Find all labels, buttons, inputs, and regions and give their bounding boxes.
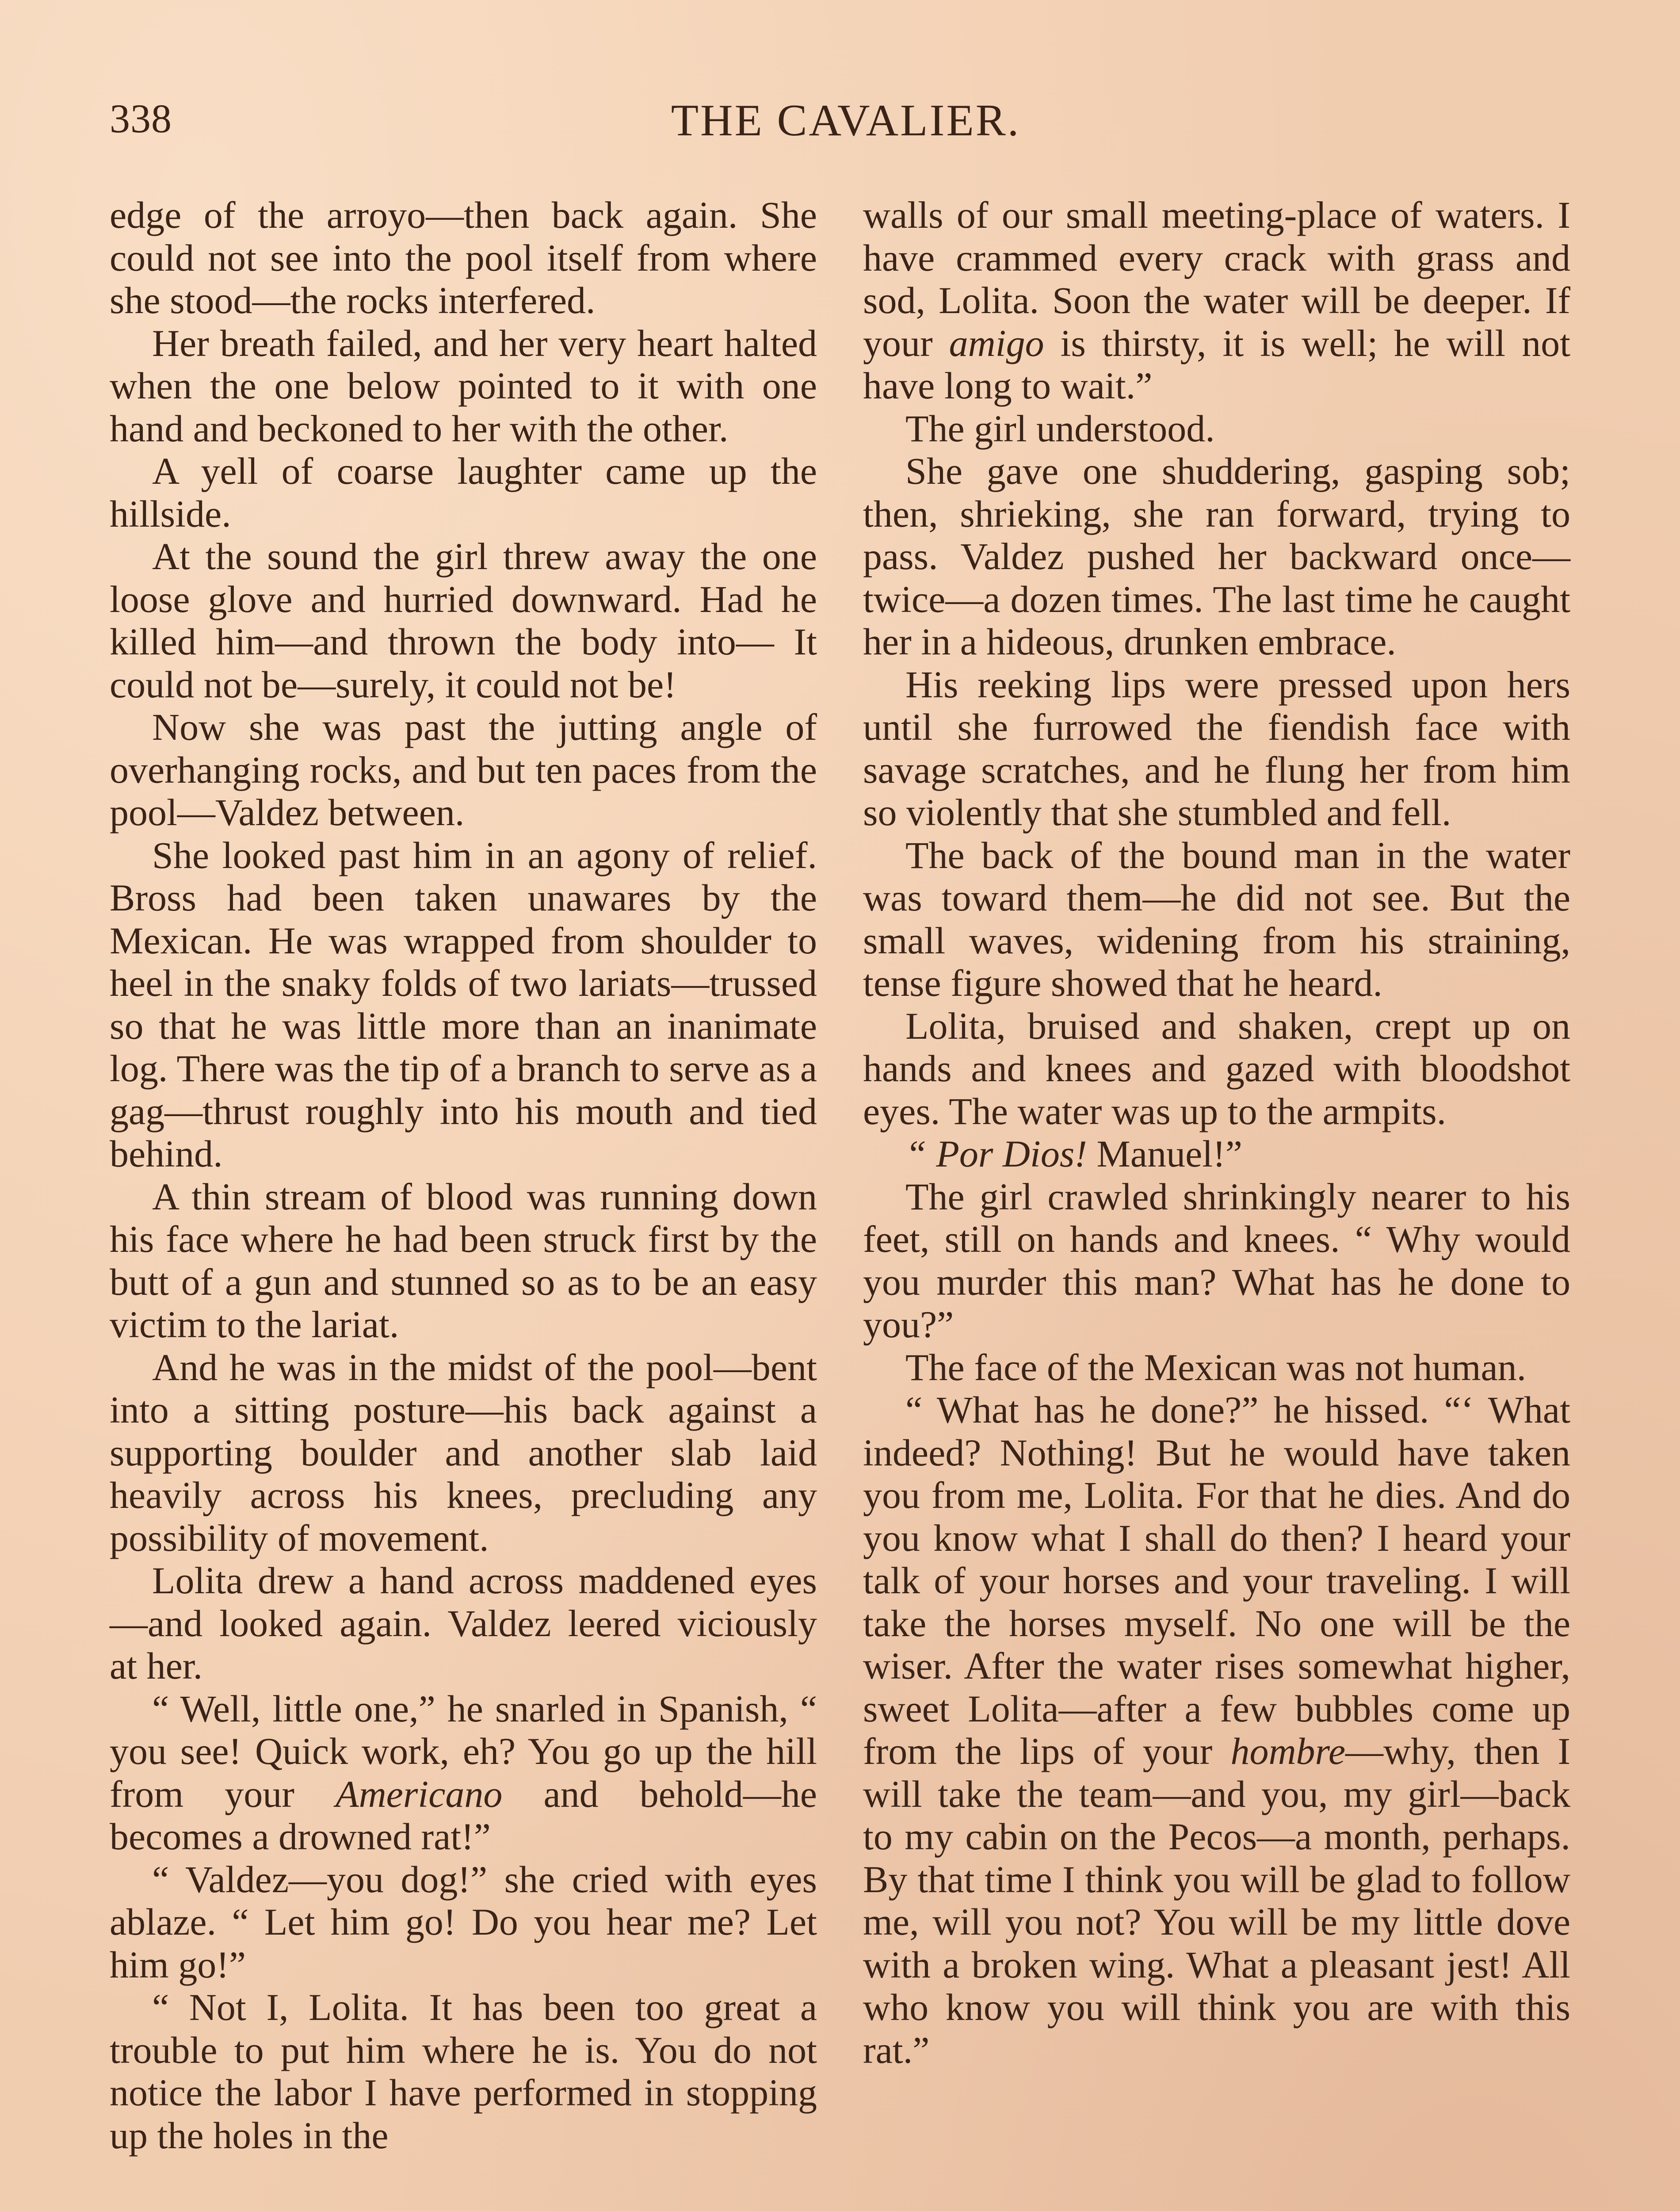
- paragraph: [863, 1132, 1570, 1175]
- paragraph: A yell of coarse laughter came up the hillside.: [110, 450, 817, 535]
- text-run: “ Well, little one,” he snarled in Spanish, “ you see! Quick work, eh? You go up the hill from your: [110, 1687, 817, 1815]
- paragraph: The girl crawled shrinkingly nearer to his feet, still on hands and knees. “ Why would you murder this man? What has he done to you?”: [863, 1175, 1570, 1346]
- page-header: [110, 98, 1582, 164]
- paragraph: The back of the bound man in the water was toward them—he did not see. But the small waves, widening from his straining, tense figure showed that he heard.: [863, 834, 1570, 1004]
- left-column: [110, 194, 817, 2157]
- paragraph: “ Not I, Lolita. It has been too great a trouble to put him where he is. You do not notice the labor I have performed in stopping up the holes in the: [110, 1986, 817, 2157]
- paragraph: Now she was past the jutting angle of overhanging rocks, and but ten paces from the pool—Valdez between.: [110, 706, 817, 834]
- text-run: walls of our small meeting-place of waters. I have crammed every crack with grass and sod, Lolita. Soon the water will be deeper. If your: [863, 194, 1570, 364]
- paragraph: [863, 1389, 1570, 2071]
- paragraph: She gave one shuddering, gasping sob; then, shrieking, she ran forward, trying to pass. Valdez pushed her backward once—twice—a dozen times. The last time he caught her in a hideous, drunken embrace.: [863, 450, 1570, 663]
- paragraph: His reeking lips were pressed upon hers until she furrowed the fiendish face with savage scratches, and he flung her from him so violently that she stumbled and fell.: [863, 663, 1570, 834]
- text-run: —why, then I will take the team—and you, my girl—back to my cabin on the Pecos—a month, perhaps. By that time I think you will be glad to follow me, will you not? You will be my little dove with a broken wing. What a pleasant jest! All who know you will think you are with this rat.”: [863, 1730, 1570, 2071]
- paragraph: [863, 194, 1570, 407]
- paragraph: “ Valdez—you dog!” she cried with eyes ablaze. “ Let him go! Do you hear me? Let him go!”: [110, 1858, 817, 1986]
- paragraph: At the sound the girl threw away the one loose glove and hurried downward. Had he killed him—and thrown the body into— It could not be—surely, it could not be!: [110, 535, 817, 706]
- paragraph: Lolita drew a hand across maddened eyes—and looked again. Valdez leered viciously at her.: [110, 1559, 817, 1687]
- paragraph: A thin stream of blood was running down his face where he had been struck first by the butt of a gun and stunned so as to be an easy victim to the lariat.: [110, 1175, 817, 1346]
- right-column: [863, 194, 1570, 2071]
- text-run: and behold—he becomes a drowned rat!”: [110, 1772, 817, 1858]
- italic-text: “ Por Dios!: [905, 1132, 1087, 1175]
- italic-text: amigo: [949, 321, 1044, 364]
- page-number: 338: [110, 96, 172, 141]
- paragraph: The girl understood.: [905, 407, 1215, 450]
- italic-text: Americano: [336, 1772, 503, 1815]
- running-title: THE CAVALIER.: [671, 96, 1021, 145]
- paragraph: And he was in the midst of the pool—bent into a sitting posture—his back against a supporting boulder and another slab laid heavily across his knees, precluding any possibility of movement.: [110, 1346, 817, 1559]
- paragraph: Lolita, bruised and shaken, crept up on hands and knees and gazed with bloodshot eyes. The water was up to the armpits.: [863, 1004, 1570, 1132]
- text-run: Manuel!”: [1087, 1132, 1242, 1175]
- text-run: “ What has he done?” he hissed. “‘ What indeed? Nothing! But he would have taken you from me, Lolita. For that he dies. And do you know what I shall do then? I heard your talk of your horses and your traveling. I will take the horses myself. No one will be the wiser. After the water rises somewhat higher, sweet Lolita—after a few bubbles come up from the lips of your: [863, 1389, 1570, 1772]
- paragraph: Her breath failed, and her very heart halted when the one below pointed to it with one hand and beckoned to her with the other.: [110, 321, 817, 450]
- text-run: is thirsty, it is well; he will not have long to wait.”: [863, 321, 1571, 407]
- paragraph: edge of the arroyo—then back again. She could not see into the pool itself from where she stood—the rocks interfered.: [110, 194, 817, 321]
- paragraph: She looked past him in an agony of relief. Bross had been taken unawares by the Mexican. He was wrapped from shoulder to heel in the snaky folds of two lariats—trussed so that he was little more than an inanimate log. There was the tip of a branch to serve as a gag—thrust roughly into his mouth and tied behind.: [110, 834, 817, 1175]
- italic-text: hombre: [1230, 1730, 1345, 1772]
- paragraph: [110, 1687, 817, 1858]
- paragraph: The face of the Mexican was not human.: [905, 1346, 1527, 1389]
